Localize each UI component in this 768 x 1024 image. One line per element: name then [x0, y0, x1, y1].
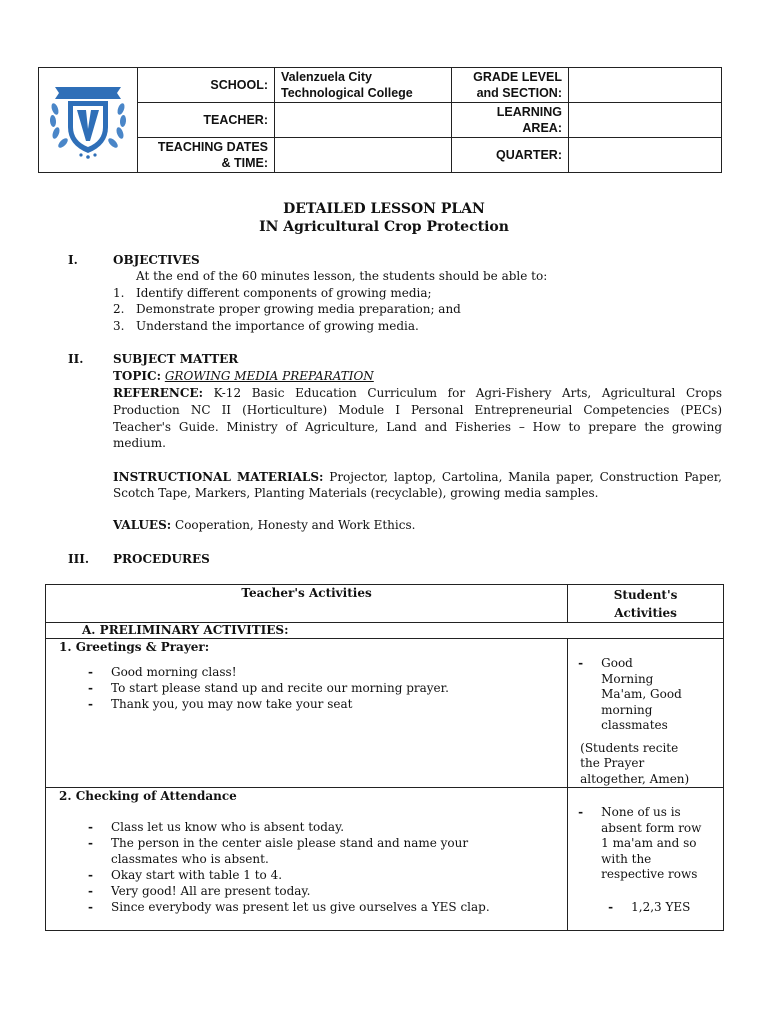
objectives-numeral: I.: [68, 253, 78, 267]
teacher-label: TEACHER:: [138, 103, 275, 138]
document-subtitle: IN Agricultural Crop Protection: [259, 219, 509, 235]
objective-text-1: Identify different components of growing media;: [136, 286, 432, 300]
topic-line: [113, 369, 374, 383]
values-value: Cooperation, Honesty and Work Ethics.: [175, 518, 416, 532]
list-item: - Since everybody was present let us give ourselves a YES clap.: [46, 899, 507, 915]
school-label: SCHOOL:: [138, 68, 275, 103]
objective-number-1: 1.: [113, 286, 125, 300]
procedures-numeral: III.: [68, 552, 90, 566]
teaching-dates-label: TEACHING DATES & TIME:: [138, 138, 275, 173]
grade-level-label: GRADE LEVEL and SECTION:: [452, 68, 569, 103]
list-item: - To start please stand up and recite our morning prayer.: [46, 680, 567, 696]
reference-line-3: Teacher's Guide. Ministry of Agriculture, Land and Fisheries – How to prepare the growing: [113, 420, 722, 434]
objectives-intro: At the end of the 60 minutes lesson, the students should be able to:: [136, 269, 548, 283]
reference-line-4: medium.: [113, 436, 166, 450]
attendance-student-cell: [568, 788, 724, 931]
valtech-logo-icon: [41, 79, 135, 159]
reference-line-1: REFERENCE: K-12 Basic Education Curriculum for Agri-Fishery Arts, Agricultural Crops: [113, 386, 722, 400]
document-title: DETAILED LESSON PLAN: [283, 201, 485, 217]
list-item: - Very good! All are present today.: [46, 883, 507, 899]
objective-number-2: 2.: [113, 302, 125, 316]
list-item: - The person in the center aisle please stand and name your classmates who is absent.: [46, 835, 507, 867]
greetings-student-cell: [568, 639, 724, 788]
greetings-student-note: (Students recite the Prayer altogether, Amen): [580, 740, 690, 786]
grade-level-value: [569, 68, 722, 103]
subject-matter-heading: SUBJECT MATTER: [113, 352, 239, 366]
attendance-teacher-list: [46, 819, 567, 915]
values-line: [113, 518, 415, 532]
school-value: Valenzuela City Technological College: [275, 68, 452, 103]
learning-area-label: LEARNING AREA:: [452, 103, 569, 138]
values-label: VALUES:: [113, 518, 172, 532]
attendance-clap-response: - 1,2,3 YES: [568, 900, 723, 916]
teacher-activities-header: Teacher's Activities: [46, 585, 568, 623]
attendance-teacher-cell: [46, 788, 568, 931]
objective-number-3: 3.: [113, 319, 125, 333]
procedures-table: [45, 584, 724, 931]
greetings-heading: 1. Greetings & Prayer:: [59, 640, 210, 654]
list-item: - Class let us know who is absent today.: [46, 819, 507, 835]
teacher-value: [275, 103, 452, 138]
greetings-student-response: - Good Morning Ma'am, Good morning classmates: [568, 656, 723, 734]
objective-text-2: Demonstrate proper growing media preparation; and: [136, 302, 461, 316]
list-item: - Thank you, you may now take your seat: [46, 696, 567, 712]
preliminary-activities-row: A. PRELIMINARY ACTIVITIES:: [46, 623, 724, 639]
materials-line-2: Scotch Tape, Markers, Planting Materials (recyclable), growing media samples.: [113, 486, 599, 500]
greetings-teacher-cell: [46, 639, 568, 788]
quarter-value: [569, 138, 722, 173]
greetings-teacher-list: [46, 664, 567, 712]
materials-label: INSTRUCTIONAL MATERIALS:: [113, 470, 324, 484]
student-activities-header: Student's Activities: [568, 585, 724, 623]
topic-label: TOPIC:: [113, 369, 161, 383]
objectives-heading: OBJECTIVES: [113, 253, 200, 267]
topic-value: GROWING MEDIA PREPARATION: [164, 369, 374, 383]
learning-area-value: [569, 103, 722, 138]
school-logo: [39, 68, 138, 173]
objective-text-3: Understand the importance of growing media.: [136, 319, 419, 333]
list-item: - Okay start with table 1 to 4.: [46, 867, 507, 883]
attendance-heading: 2. Checking of Attendance: [59, 789, 237, 803]
quarter-label: QUARTER:: [452, 138, 569, 173]
reference-label: REFERENCE:: [113, 386, 203, 400]
list-item: - Good morning class!: [46, 664, 567, 680]
procedures-heading: PROCEDURES: [113, 552, 210, 566]
materials-line-1: INSTRUCTIONAL MATERIALS: Projector, laptop, Cartolina, Manila paper, Construction Paper,: [113, 470, 722, 484]
header-table: [38, 67, 722, 173]
subject-matter-numeral: II.: [68, 352, 84, 366]
reference-line-2: Production NC II (Horticulture) Module I Personal Entrepreneurial Competencies (PECs): [113, 403, 722, 417]
teaching-dates-value: [275, 138, 452, 173]
attendance-student-response: - None of us is absent form row 1 ma'am and so with the respective rows: [568, 805, 723, 883]
